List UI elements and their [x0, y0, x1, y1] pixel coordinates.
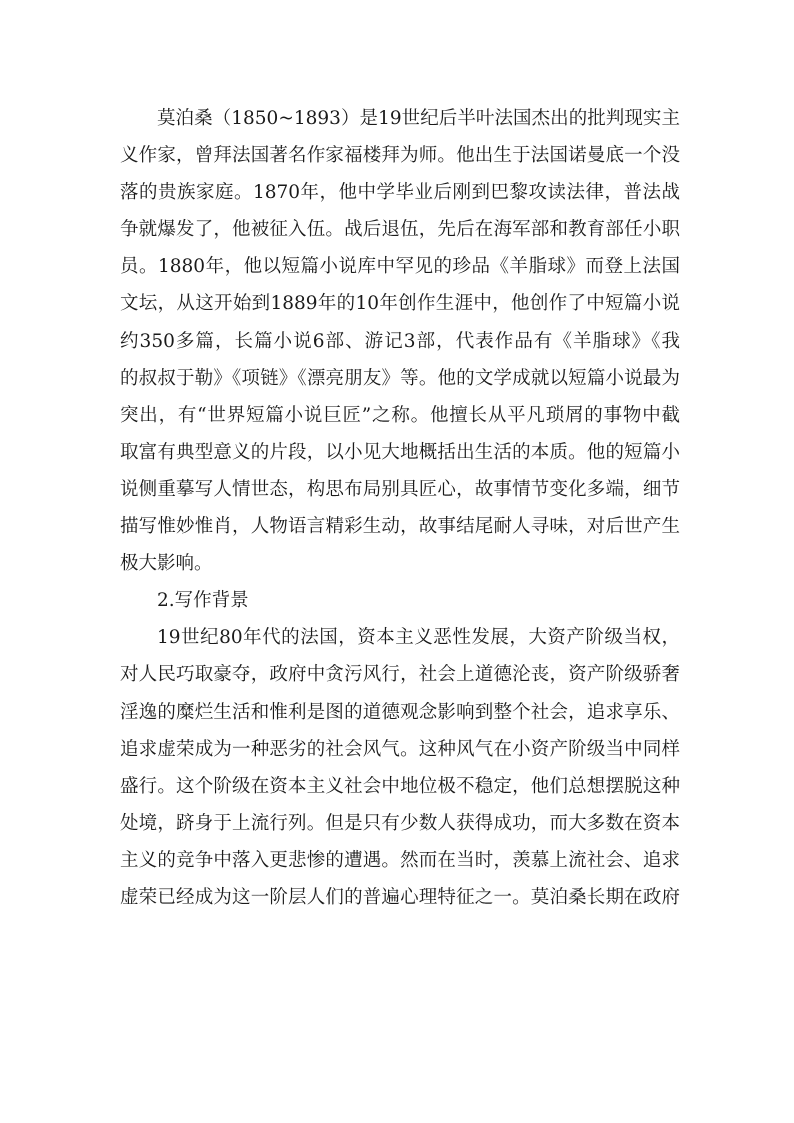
paragraph-line: 的叔叔于勒》《项链》《漂亮朋友》等。他的文学成就以短篇小说最为 [120, 367, 680, 389]
paragraph-line: 淫逸的糜烂生活和惟利是图的道德观念影响到整个社会，追求享乐、 [120, 701, 680, 723]
paragraph-line: 员。1880年，他以短篇小说库中罕见的珍品《羊脂球》而登上法国 [120, 256, 680, 278]
paragraph-line: 描写惟妙惟肖，人物语言精彩生动，故事结尾耐人寻味，对后世产生 [120, 516, 680, 538]
paragraph-line: 说侧重摹写人情世态，构思布局别具匠心，故事情节变化多端，细节 [120, 478, 680, 500]
paragraph-line: 19世纪80年代的法国，资本主义恶性发展，大资产阶级当权， [157, 627, 680, 649]
paragraph-line: 争就爆发了，他被征入伍。战后退伍，先后在海军部和教育部任小职 [120, 219, 680, 241]
paragraph-line: 莫泊桑（1850~1893）是19世纪后半叶法国杰出的批判现实主 [157, 108, 680, 129]
document-body [120, 100, 680, 916]
paragraph-line: 盛行。这个阶级在资本主义社会中地位极不稳定，他们总想摆脱这种 [120, 775, 680, 797]
paragraph-line: 落的贵族家庭。1870年，他中学毕业后刚到巴黎攻读法律，普法战 [120, 182, 680, 204]
paragraph-line: 约350多篇，长篇小说6部、游记3部，代表作品有《羊脂球》《我 [120, 330, 680, 352]
paragraph-line: 取富有典型意义的片段，以小见大地概括出生活的本质。他的短篇小 [120, 441, 680, 463]
paragraph-line: 对人民巧取豪夺，政府中贪污风行，社会上道德沦丧，资产阶级骄奢 [120, 664, 680, 686]
paragraph-line: 处境，跻身于上流行列。但是只有少数人获得成功，而大多数在资本 [120, 812, 680, 834]
paragraph-line: 突出，有“世界短篇小说巨匠”之称。他擅长从平凡琐屑的事物中截 [120, 404, 680, 426]
paragraph-line: 极大影响。 [120, 553, 213, 575]
paragraph-line: 主义的竞争中落入更悲惨的遭遇。然而在当时，羡慕上流社会、追求 [120, 849, 680, 871]
paragraph-line: 文坛，从这开始到1889年的10年创作生涯中，他创作了中短篇小说 [120, 293, 680, 315]
author-biography-paragraph [120, 100, 680, 582]
writing-background-paragraph [120, 619, 680, 916]
paragraph-line: 虚荣已经成为这一阶层人们的普遍心理特征之一。莫泊桑长期在政府 [120, 886, 680, 908]
section-heading: 2.写作背景 [157, 590, 249, 612]
paragraph-line: 义作家，曾拜法国著名作家福楼拜为师。他出生于法国诺曼底一个没 [120, 145, 680, 167]
paragraph-line: 追求虚荣成为一种恶劣的社会风气。这种风气在小资产阶级当中同样 [120, 738, 680, 760]
